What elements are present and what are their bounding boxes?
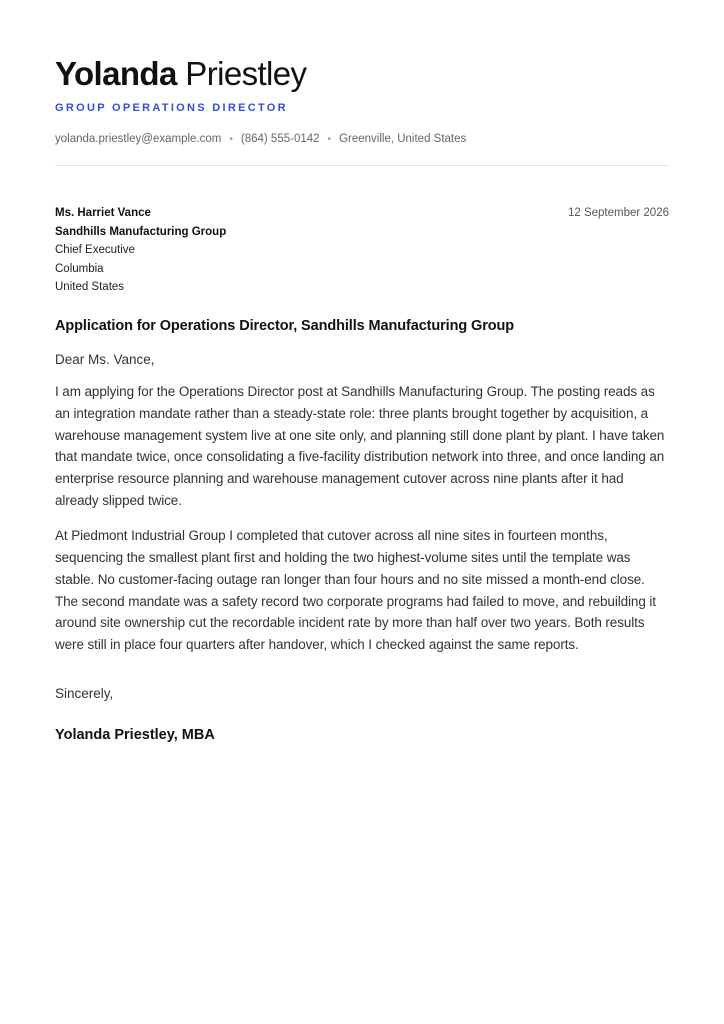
body-paragraph: I am applying for the Operations Director post at Sandhills Manufacturing Group. The posting reads as an integration mandate rather than a steady-state role: three plants brought together by acquisition, a warehouse management system live at one site only, and planning still done plant by plant. I have taken that mandate twice, once consolidating a five-facility distribution network into three, and once landing an enterprise resource planning and warehouse management cutover across nine plants after it had already slipped twice.: [55, 384, 665, 508]
recipient-company: Sandhills Manufacturing Group: [55, 225, 227, 238]
letter-date: 12 September 2026: [567, 207, 669, 219]
contact-separator: •: [327, 133, 332, 145]
letter-meta: [55, 204, 669, 296]
contact-line: [55, 133, 669, 145]
contact-separator: •: [229, 133, 233, 145]
recipient-name: Ms. Harriet Vance: [55, 207, 151, 219]
applicant-name: [55, 54, 669, 94]
letter-subject: Application for Operations Director, Sandhills Manufacturing Group: [55, 318, 515, 334]
letter-closing: Sincerely,: [55, 686, 114, 702]
body-paragraph: At Piedmont Industrial Group I completed that cutover across all nine sites in fourteen months, sequencing the smallest plant first and holding the two highest-volume sites until the template was stable. No customer-facing outage ran longer than four hours and no site missed a month-end close. The second mandate was a safety record two corporate programs had failed to move, and rebuilding it around site ownership cut the recordable incident rate by more than half over two years. Both results were still in place four quarters after handover, which I checked against the same reports.: [55, 528, 656, 653]
recipient-country: United States: [55, 281, 125, 293]
letter-salutation: Dear Ms. Vance,: [55, 352, 155, 367]
recipient-title: Chief Executive: [55, 244, 135, 256]
letter-signature: Yolanda Priestley, MBA: [55, 727, 215, 744]
contact-location: Greenville, United States: [339, 133, 467, 145]
applicant-role: GROUP OPERATIONS DIRECTOR: [55, 102, 288, 114]
header-divider: [55, 165, 669, 166]
contact-email: yolanda.priestley@example.com: [55, 133, 222, 145]
applicant-first-name: Yolanda: [55, 55, 177, 92]
contact-phone: (864) 555-0142: [240, 133, 320, 145]
recipient-city: Columbia: [55, 262, 104, 275]
applicant-last-name: Priestley: [185, 55, 307, 92]
